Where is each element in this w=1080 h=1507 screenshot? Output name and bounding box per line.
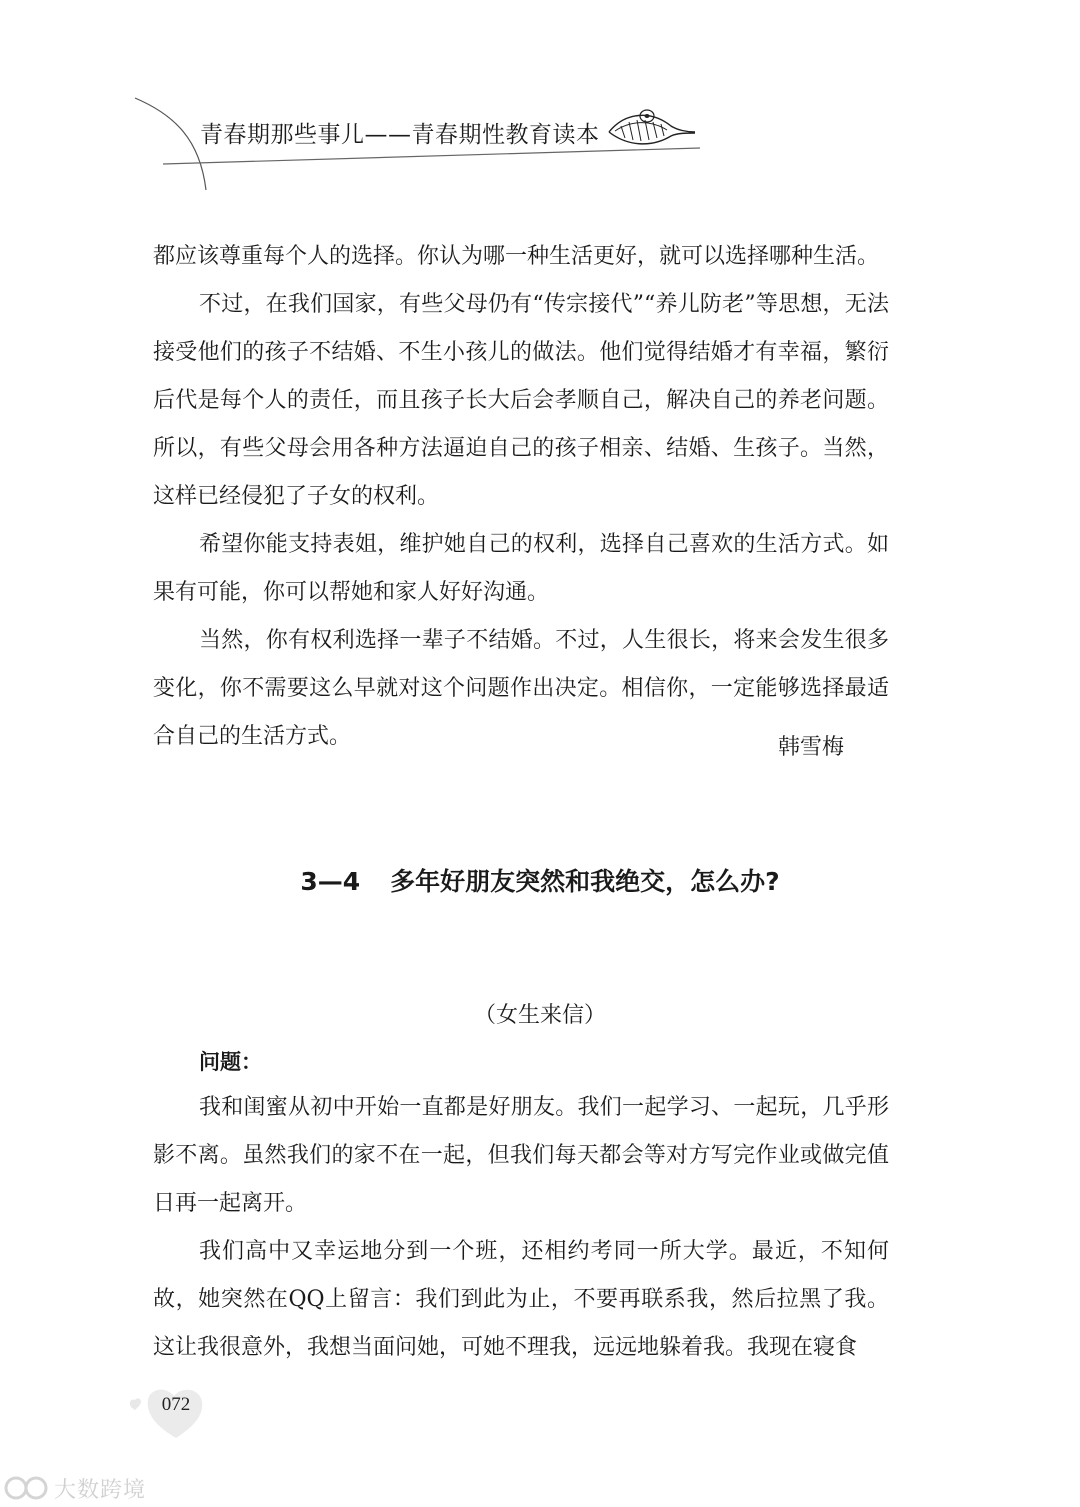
leaf-ornament-icon [607,106,697,154]
chapter-heading [0,862,1080,898]
paragraph: 当然，你有权利选择一辈子不结婚。不过，人生很长，将来会发生很多变化，你不需要这么早就对这个问题作出决定。相信你，一定能够选择最适合自己的生活方式。 [153,628,889,749]
paragraph: 我和闺蜜从初中开始一直都是好朋友。我们一起学习、一起玩，几乎形影不离。虽然我们的家不在一起，但我们每天都会等对方写完作业或做完值日再一起离开。 [153,1095,889,1216]
question-label: 问题： [199,1050,262,1074]
paragraph: 我们高中又幸运地分到一个班，还相约考同一所大学。最近，不知何故，她突然在QQ上留言：我们到此为止，不要再联系我，然后拉黑了我。这让我很意外，我想当面问她，可她不理我，远远地躲着我。我现在寝食 [153,1239,889,1360]
paragraph: 希望你能支持表姐，维护她自己的权利，选择自己喜欢的生活方式。如果有可能，你可以帮她和家人好好沟通。 [153,532,889,605]
letter-body-text [153,1084,889,1372]
author-signature: 韩雪梅 [777,735,844,760]
paragraph: 不过，在我们国家，有些父母仍有“传宗接代”“养儿防老”等思想，无法接受他们的孩子不结婚、不生小孩儿的做法。他们觉得结婚才有幸福，繁衍后代是每个人的责任，而且孩子长大后会孝顺自己，解决自己的养老问题。所以，有些父母会用各种方法逼迫自己的孩子相亲、结婚、生孩子。当然，这样已经侵犯了子女的权利。 [153,292,889,509]
top-body-text [153,233,889,761]
letter-source-subtitle: （女生来信） [473,1003,606,1028]
header-arc-decoration [0,0,720,200]
paragraph: 都应该尊重每个人的选择。你认为哪一种生活更好，就可以选择哪种生活。 [153,244,880,269]
watermark-text: 大数跨境 [54,1478,147,1503]
chapter-title: 多年好朋友突然和我绝交，怎么办? [390,867,780,896]
chapter-number: 3—4 [300,867,361,896]
book-title: 青春期那些事儿——青春期性教育读本 [200,122,600,148]
page-number: 072 [161,1394,191,1415]
